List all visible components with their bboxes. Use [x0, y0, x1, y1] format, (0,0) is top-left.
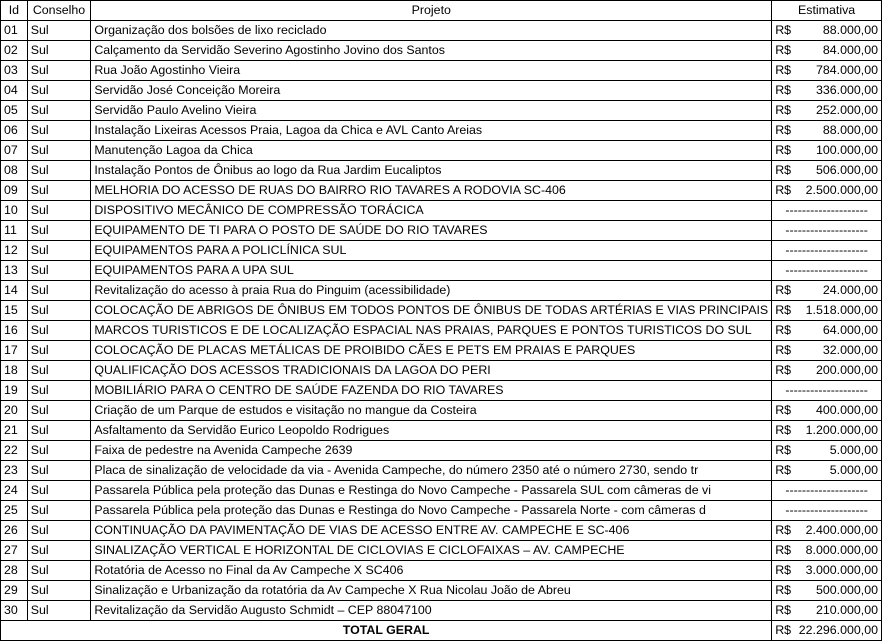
cell-estimativa [772, 401, 882, 421]
table-row [1, 241, 882, 261]
estimate-placeholder: -------------------- [785, 383, 868, 397]
estimate-value: 1.200.000,00 [805, 423, 878, 437]
cell-conselho: Sul [27, 301, 91, 321]
cell-id: 29 [1, 581, 28, 601]
table-row [1, 101, 882, 121]
table-row [1, 141, 882, 161]
cell-projeto: Passarela Pública pela proteção das Dunas e Restinga do Novo Campeche - Passarela SUL com câmeras de vi [91, 481, 772, 501]
cell-estimativa [772, 61, 882, 81]
cell-estimativa [772, 521, 882, 541]
cell-id: 25 [1, 501, 28, 521]
cell-conselho: Sul [27, 361, 91, 381]
cell-projeto: Organização dos bolsões de lixo reciclado [91, 21, 772, 41]
cell-id: 17 [1, 341, 28, 361]
cell-estimativa [772, 541, 882, 561]
cell-estimativa [772, 481, 882, 501]
cell-conselho: Sul [27, 281, 91, 301]
table-row [1, 341, 882, 361]
cell-projeto: QUALIFICAÇÃO DOS ACESSOS TRADICIONAIS DA LAGOA DO PERI [91, 361, 772, 381]
cell-id: 24 [1, 481, 28, 501]
cell-conselho: Sul [27, 401, 91, 421]
table-row [1, 361, 882, 381]
cell-conselho: Sul [27, 561, 91, 581]
table-row [1, 381, 882, 401]
cell-conselho: Sul [27, 421, 91, 441]
estimate-placeholder: -------------------- [785, 263, 868, 277]
estimate-currency: R$ [775, 63, 792, 77]
table-row [1, 501, 882, 521]
cell-estimativa [772, 241, 882, 261]
cell-estimativa [772, 261, 882, 281]
estimate-currency: R$ [775, 603, 792, 617]
estimate-placeholder: -------------------- [785, 243, 868, 257]
estimate-value: 1.518.000,00 [805, 303, 878, 317]
table-row [1, 41, 882, 61]
table-row [1, 321, 882, 341]
cell-conselho: Sul [27, 481, 91, 501]
estimate-value: 784.000,00 [815, 63, 878, 77]
table-row [1, 421, 882, 441]
estimate-placeholder: -------------------- [785, 223, 868, 237]
cell-id: 02 [1, 41, 28, 61]
estimate-value: 84.000,00 [822, 43, 878, 57]
estimate-value: 24.000,00 [822, 283, 878, 297]
total-row [1, 621, 882, 641]
cell-conselho: Sul [27, 341, 91, 361]
cell-estimativa [772, 501, 882, 521]
cell-id: 27 [1, 541, 28, 561]
header-estimativa: Estimativa [772, 1, 882, 21]
estimate-value: 3.000.000,00 [805, 563, 878, 577]
estimate-currency: R$ [775, 423, 792, 437]
cell-projeto: Sinalização e Urbanização da rotatória da Av Campeche X Rua Nicolau João de Abreu [91, 581, 772, 601]
cell-conselho: Sul [27, 261, 91, 281]
cell-estimativa [772, 561, 882, 581]
cell-projeto: MOBILIÁRIO PARA O CENTRO DE SAÚDE FAZENDA DO RIO TAVARES [91, 381, 772, 401]
estimate-value: 506.000,00 [815, 163, 878, 177]
cell-conselho: Sul [27, 221, 91, 241]
cell-id: 22 [1, 441, 28, 461]
cell-estimativa [772, 121, 882, 141]
cell-id: 10 [1, 201, 28, 221]
estimate-currency: R$ [775, 583, 792, 597]
cell-projeto: COLOCAÇÃO DE PLACAS METÁLICAS DE PROIBIDO CÃES E PETS EM PRAIAS E PARQUES [91, 341, 772, 361]
cell-estimativa [772, 201, 882, 221]
estimate-currency: R$ [775, 323, 792, 337]
table-row [1, 601, 882, 621]
total-value: 22.296.000,00 [798, 623, 878, 637]
cell-projeto: Manutenção Lagoa da Chica [91, 141, 772, 161]
estimate-value: 88.000,00 [822, 23, 878, 37]
cell-id: 26 [1, 521, 28, 541]
cell-projeto: EQUIPAMENTOS PARA A POLICLÍNICA SUL [91, 241, 772, 261]
cell-projeto: CONTINUAÇÃO DA PAVIMENTAÇÃO DE VIAS DE ACESSO ENTRE AV. CAMPECHE E SC-406 [91, 521, 772, 541]
cell-estimativa [772, 301, 882, 321]
cell-estimativa [772, 221, 882, 241]
cell-id: 15 [1, 301, 28, 321]
cell-id: 18 [1, 361, 28, 381]
cell-id: 09 [1, 181, 28, 201]
cell-conselho: Sul [27, 181, 91, 201]
cell-projeto: Rua João Agostinho Vieira [91, 61, 772, 81]
estimate-value: 2.500.000,00 [805, 183, 878, 197]
cell-conselho: Sul [27, 201, 91, 221]
cell-estimativa [772, 321, 882, 341]
estimate-placeholder: -------------------- [785, 503, 868, 517]
table-body [1, 21, 882, 621]
cell-projeto: Asfaltamento da Servidão Eurico Leopoldo Rodrigues [91, 421, 772, 441]
header-conselho: Conselho [27, 1, 91, 21]
estimate-currency: R$ [775, 103, 792, 117]
cell-id: 16 [1, 321, 28, 341]
cell-estimativa [772, 41, 882, 61]
total-currency: R$ [775, 623, 792, 637]
table-row [1, 81, 882, 101]
cell-estimativa [772, 341, 882, 361]
cell-conselho: Sul [27, 61, 91, 81]
cell-projeto: MARCOS TURISTICOS E DE LOCALIZAÇÃO ESPACIAL NAS PRAIAS, PARQUES E PONTOS TURISTICOS DO SUL [91, 321, 772, 341]
estimate-value: 64.000,00 [822, 323, 878, 337]
estimate-value: 2.400.000,00 [805, 523, 878, 537]
table-row [1, 201, 882, 221]
cell-projeto: SINALIZAÇÃO VERTICAL E HORIZONTAL DE CICLOVIAS E CICLOFAIXAS – AV. CAMPECHE [91, 541, 772, 561]
cell-estimativa [772, 441, 882, 461]
cell-estimativa [772, 181, 882, 201]
cell-projeto: Rotatória de Acesso no Final da Av Campeche X SC406 [91, 561, 772, 581]
cell-conselho: Sul [27, 81, 91, 101]
cell-id: 14 [1, 281, 28, 301]
table-row [1, 261, 882, 281]
cell-conselho: Sul [27, 121, 91, 141]
cell-estimativa [772, 361, 882, 381]
cell-conselho: Sul [27, 601, 91, 621]
table-row [1, 121, 882, 141]
header-row [1, 1, 882, 21]
cell-estimativa [772, 381, 882, 401]
cell-conselho: Sul [27, 541, 91, 561]
cell-id: 03 [1, 61, 28, 81]
cell-conselho: Sul [27, 521, 91, 541]
total-estimate [772, 621, 882, 641]
cell-projeto: Revitalização do acesso à praia Rua do Pinguim (acessibilidade) [91, 281, 772, 301]
cell-projeto: Servidão José Conceição Moreira [91, 81, 772, 101]
estimate-currency: R$ [775, 83, 792, 97]
estimate-currency: R$ [775, 523, 792, 537]
cell-projeto: Servidão Paulo Avelino Vieira [91, 101, 772, 121]
cell-projeto: Instalação Pontos de Ônibus ao logo da Rua Jardim Eucaliptos [91, 161, 772, 181]
estimate-value: 32.000,00 [822, 343, 878, 357]
estimate-value: 5.000,00 [829, 463, 878, 477]
estimate-currency: R$ [775, 23, 792, 37]
cell-projeto: EQUIPAMENTOS PARA A UPA SUL [91, 261, 772, 281]
cell-conselho: Sul [27, 501, 91, 521]
cell-conselho: Sul [27, 141, 91, 161]
estimate-value: 252.000,00 [815, 103, 878, 117]
estimate-currency: R$ [775, 123, 792, 137]
table-row [1, 561, 882, 581]
cell-id: 08 [1, 161, 28, 181]
cell-conselho: Sul [27, 581, 91, 601]
cell-estimativa [772, 81, 882, 101]
cell-conselho: Sul [27, 381, 91, 401]
cell-id: 19 [1, 381, 28, 401]
cell-id: 05 [1, 101, 28, 121]
table-row [1, 401, 882, 421]
cell-id: 28 [1, 561, 28, 581]
cell-id: 04 [1, 81, 28, 101]
cell-projeto: Placa de sinalização de velocidade da via - Avenida Campeche, do número 2350 até o número 2730, sendo tr [91, 461, 772, 481]
estimate-placeholder: -------------------- [785, 483, 868, 497]
cell-projeto: Passarela Pública pela proteção das Dunas e Restinga do Novo Campeche - Passarela Norte - com câmeras d [91, 501, 772, 521]
table-row [1, 21, 882, 41]
cell-estimativa [772, 281, 882, 301]
estimate-value: 100.000,00 [815, 143, 878, 157]
cell-id: 20 [1, 401, 28, 421]
cell-id: 21 [1, 421, 28, 441]
cell-projeto: Instalação Lixeiras Acessos Praia, Lagoa da Chica e AVL Canto Areias [91, 121, 772, 141]
cell-id: 13 [1, 261, 28, 281]
cell-projeto: EQUIPAMENTO DE TI PARA O POSTO DE SAÚDE DO RIO TAVARES [91, 221, 772, 241]
estimate-currency: R$ [775, 403, 792, 417]
table-row [1, 541, 882, 561]
cell-conselho: Sul [27, 461, 91, 481]
cell-id: 01 [1, 21, 28, 41]
estimate-currency: R$ [775, 183, 792, 197]
cell-id: 07 [1, 141, 28, 161]
estimate-value: 200.000,00 [815, 363, 878, 377]
estimate-value: 500.000,00 [815, 583, 878, 597]
total-label: TOTAL GERAL [1, 621, 772, 641]
estimate-placeholder: -------------------- [785, 203, 868, 217]
cell-id: 23 [1, 461, 28, 481]
table-row [1, 441, 882, 461]
table-row [1, 61, 882, 81]
cell-id: 30 [1, 601, 28, 621]
estimate-currency: R$ [775, 343, 792, 357]
cell-id: 11 [1, 221, 28, 241]
table-row [1, 481, 882, 501]
cell-estimativa [772, 101, 882, 121]
cell-conselho: Sul [27, 241, 91, 261]
cell-estimativa [772, 21, 882, 41]
table-row [1, 181, 882, 201]
estimate-currency: R$ [775, 363, 792, 377]
cell-projeto: MELHORIA DO ACESSO DE RUAS DO BAIRRO RIO TAVARES A RODOVIA SC-406 [91, 181, 772, 201]
table-row [1, 521, 882, 541]
cell-conselho: Sul [27, 161, 91, 181]
estimate-value: 400.000,00 [815, 403, 878, 417]
cell-conselho: Sul [27, 441, 91, 461]
table-row [1, 301, 882, 321]
cell-estimativa [772, 421, 882, 441]
cell-estimativa [772, 601, 882, 621]
cell-conselho: Sul [27, 41, 91, 61]
cell-projeto: Faixa de pedestre na Avenida Campeche 2639 [91, 441, 772, 461]
estimate-value: 5.000,00 [829, 443, 878, 457]
estimate-currency: R$ [775, 543, 792, 557]
estimate-value: 88.000,00 [822, 123, 878, 137]
estimate-currency: R$ [775, 143, 792, 157]
table-row [1, 461, 882, 481]
header-id: Id [1, 1, 28, 21]
cell-projeto: COLOCAÇÃO DE ABRIGOS DE ÔNIBUS EM TODOS PONTOS DE ÔNIBUS DE TODAS ARTÉRIAS E VIAS PRINCIPAIS [91, 301, 772, 321]
table-row [1, 161, 882, 181]
header-projeto: Projeto [91, 1, 772, 21]
cell-projeto: Calçamento da Servidão Severino Agostinho Jovino dos Santos [91, 41, 772, 61]
cell-conselho: Sul [27, 321, 91, 341]
cell-id: 12 [1, 241, 28, 261]
estimate-value: 336.000,00 [815, 83, 878, 97]
cell-conselho: Sul [27, 101, 91, 121]
estimate-currency: R$ [775, 283, 792, 297]
estimate-currency: R$ [775, 443, 792, 457]
table-row [1, 581, 882, 601]
estimate-currency: R$ [775, 43, 792, 57]
cell-estimativa [772, 141, 882, 161]
cell-estimativa [772, 461, 882, 481]
cell-id: 06 [1, 121, 28, 141]
estimate-currency: R$ [775, 163, 792, 177]
estimate-value: 8.000.000,00 [805, 543, 878, 557]
estimate-currency: R$ [775, 563, 792, 577]
cell-projeto: DISPOSITIVO MECÂNICO DE COMPRESSÃO TORÁCICA [91, 201, 772, 221]
estimate-currency: R$ [775, 303, 792, 317]
estimate-value: 210.000,00 [815, 603, 878, 617]
estimate-currency: R$ [775, 463, 792, 477]
cell-projeto: Revitalização da Servidão Augusto Schmidt – CEP 88047100 [91, 601, 772, 621]
cell-conselho: Sul [27, 21, 91, 41]
table-row [1, 281, 882, 301]
cell-estimativa [772, 581, 882, 601]
cell-projeto: Criação de um Parque de estudos e visitação no mangue da Costeira [91, 401, 772, 421]
cell-estimativa [772, 161, 882, 181]
table-row [1, 221, 882, 241]
